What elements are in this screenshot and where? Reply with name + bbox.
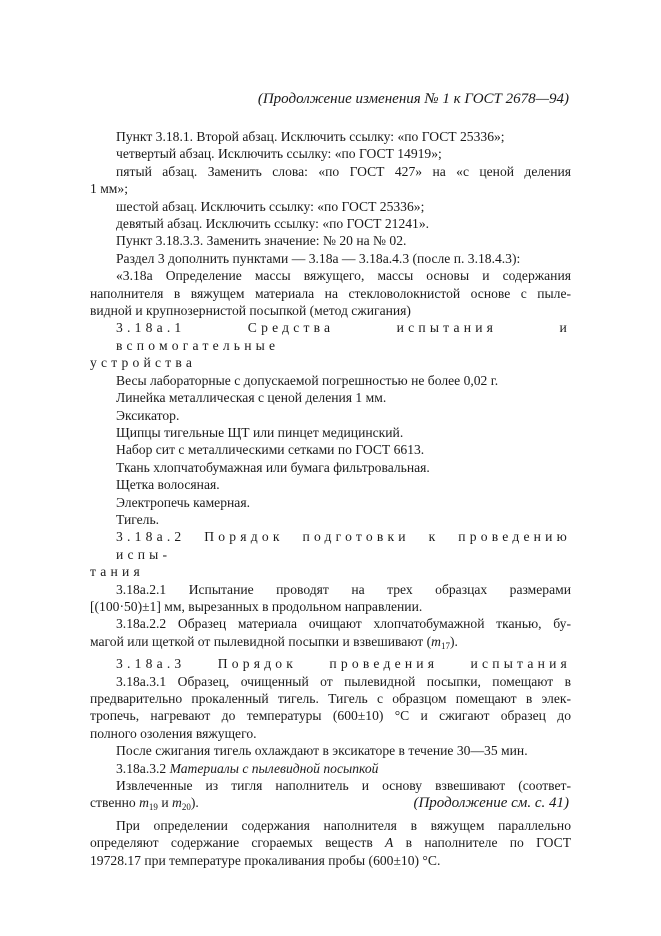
text-line: Линейка металлическая с ценой деления 1 мм. [116, 390, 387, 406]
text-line: 19728.17 при температуре прокаливания пробы (600±10) °С. [90, 852, 441, 868]
text-line: Весы лабораторные с допускаемой погрешностью не более 0,02 г. [116, 372, 499, 388]
text-line: [(100·50)±1] мм, вырезанных в продольном направлении. [90, 598, 423, 614]
text-line: При определении содержания наполнителя в вяжущем параллельно [116, 817, 571, 833]
text-line: Пункт 3.18.3.3. Заменить значение: № 20 на № 02. [116, 233, 407, 249]
page-footer: (Продолжение см. с. 41) [413, 795, 569, 811]
text-line: 3.18а.1 Средства испытания и вспомогательные [116, 320, 571, 353]
text-line: девятый абзац. Исключить ссылку: «по ГОСТ 21241». [116, 216, 430, 232]
text-line: тания [90, 564, 144, 580]
text-line: Раздел 3 дополнить пунктами — 3.18а — 3.18а.4.3 (после п. 3.18.4.3): [116, 250, 521, 266]
text-line: шестой абзац. Исключить ссылку: «по ГОСТ 25336»; [116, 198, 425, 214]
text-line: Извлеченные из тигля наполнитель и основу взвешивают (соответ- [116, 778, 571, 794]
text-line: четвертый абзац. Исключить ссылку: «по ГОСТ 14919»; [116, 146, 442, 162]
text-line: определяют содержание сгораемых веществ А в наполнителе по ГОСТ [90, 835, 571, 851]
text-line: устройства [90, 355, 197, 371]
text-line: 1 мм»; [90, 181, 128, 197]
text-line: Набор сит с металлическими сетками по ГОСТ 6613. [116, 442, 425, 458]
text-line: Ткань хлопчатобумажная или бумага фильтровальная. [116, 459, 430, 475]
text-line: полного озоления вяжущего. [90, 725, 257, 741]
document-body [90, 128, 571, 869]
text-line: пятый абзац. Заменить слова: «по ГОСТ 427» на «с ценой деления [116, 163, 571, 179]
text-line: 3.18а.3 Порядок проведения испытания [116, 656, 571, 672]
page-header: (Продолжение изменения № 1 к ГОСТ 2678—94) [257, 91, 569, 107]
text-line: ственно $m_{19}$ и $m_{20}$). [90, 795, 199, 813]
text-line: Пункт 3.18.1. Второй абзац. Исключить ссылку: «по ГОСТ 25336»; [116, 129, 505, 144]
text-line: Щетка волосяная. [116, 477, 220, 493]
text-line: видной и крупнозернистой посыпкой (метод сжигания) [90, 303, 411, 319]
text-line: 3.18а.2.2 Образец материала очищают хлопчатобумажной тканью, бу- [116, 616, 571, 632]
text-line: наполнителя в вяжущем материала на стекловолокнистой основе с пыле- [90, 285, 571, 301]
text-line: Электропечь камерная. [116, 494, 250, 510]
text-line: «3.18а Определение массы вяжущего, массы основы и содержания [116, 268, 571, 284]
text-line: Эксикатор. [116, 407, 180, 423]
text-line: тропечь, нагревают до температуры (600±10) °С и сжигают образец до [90, 708, 571, 724]
text-line: 3.18а.2.1 Испытание проводят на трех образцах размерами [116, 581, 571, 597]
text-line: магой или щеткой от пылевидной посыпки и взвешивают $(m_{17})$. [90, 633, 458, 651]
text-line: 3.18а.3.2 Материалы с пылевидной посыпкой [116, 760, 379, 776]
text-line: предварительно прокаленный тигель. Тигель с образцом помещают в элек- [90, 691, 571, 706]
text-line: После сжигания тигель охлаждают в эксикаторе в течение 30—35 мин. [116, 743, 528, 759]
text-line: 3.18а.3.1 Образец, очищенный от пылевидной посыпки, помещают в [116, 673, 571, 689]
text-line: 3.18а.2 Порядок подготовки к проведению испы- [116, 529, 571, 562]
text-line: Щипцы тигельные ЩТ или пинцет медицинский. [116, 424, 404, 440]
text-line: Тигель. [116, 511, 160, 527]
